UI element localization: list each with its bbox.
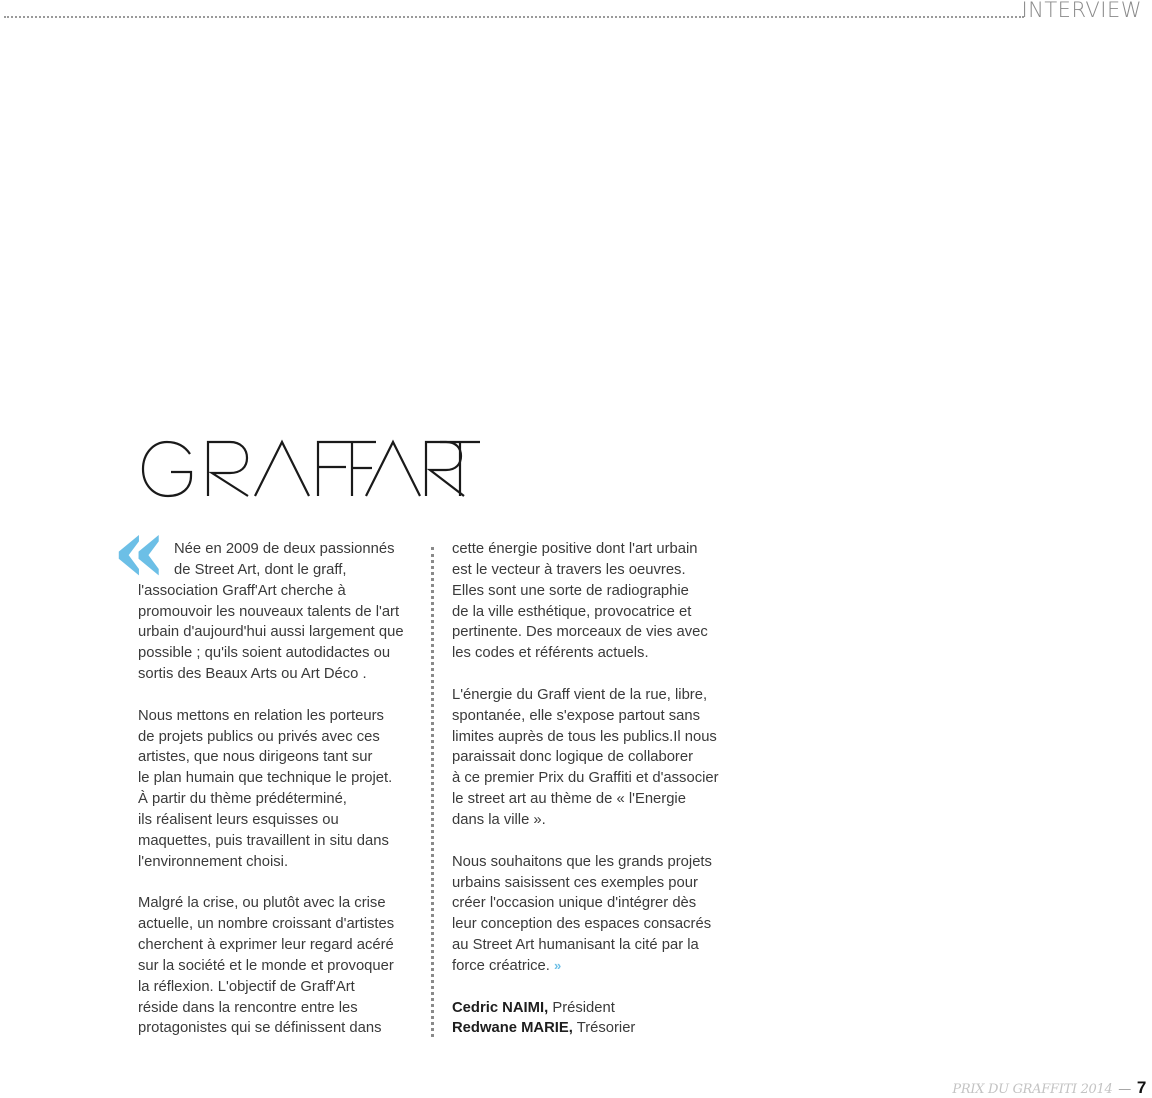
column-dotted-divider (431, 547, 434, 1037)
paragraph (138, 539, 428, 685)
text-line: ils réalisent leurs esquisses ou (138, 811, 339, 828)
text-line: spontanée, elle s'expose partout sans (452, 707, 700, 724)
text-line: Nous souhaitons que les grands projets (452, 853, 712, 870)
text-line: protagonistes qui se définissent dans (138, 1020, 382, 1037)
text-line: la réflexion. L'objectif de Graff'Art (138, 978, 355, 995)
text-line: au Street Art humanisant la cité par la (452, 937, 699, 954)
text-line: pertinente. Des morceaux de vies avec (452, 624, 708, 641)
section-label: INTERVIEW (1021, 0, 1142, 22)
signature-name: Redwane MARIE, (452, 1020, 573, 1037)
signature-block (452, 998, 737, 1040)
page-number: 7 (1136, 1078, 1146, 1097)
text-line: force créatrice. (452, 957, 550, 974)
text-line: le plan humain que technique le projet. (138, 770, 393, 787)
article-right-column (452, 539, 737, 1039)
text-line: l'association Graff'Art cherche à (138, 582, 346, 599)
paragraph (452, 539, 737, 664)
paragraph (452, 685, 737, 831)
text-line: urbain d'aujourd'hui aussi largement que (138, 624, 404, 641)
text-line: urbains saisissent ces exemples pour (452, 874, 698, 891)
text-line: de Street Art, dont le graff, (174, 561, 347, 578)
publication-prefix: PRIX DU (952, 1082, 1013, 1097)
paragraph (138, 706, 428, 873)
article-left-column (138, 539, 428, 1039)
text-line: de la ville esthétique, provocatrice et (452, 603, 692, 620)
text-line: le street art au thème de « l'Energie (452, 791, 686, 808)
text-line: promouvoir les nouveaux talents de l'art (138, 603, 400, 620)
signature-role: Trésorier (576, 1020, 636, 1037)
text-line: dans la ville ». (452, 811, 546, 828)
text-line: de projets publics ou privés avec ces (138, 728, 380, 745)
text-line: est le vecteur à travers les oeuvres. (452, 561, 686, 578)
text-line: Née en 2009 de deux passionnés (174, 541, 395, 557)
text-line: limites auprès de tous les publics.Il nous (452, 728, 717, 745)
signature-role: Président (552, 999, 615, 1016)
text-line: paraissait donc logique de collaborer (452, 749, 694, 766)
text-line: Nous mettons en relation les porteurs (138, 707, 384, 724)
page-footer (952, 1078, 1146, 1098)
publication-name: GRAFFITI 2014 (1012, 1082, 1113, 1097)
signature-name: Cedric NAIMI, (452, 999, 549, 1016)
text-line: les codes et référents actuels. (452, 645, 649, 662)
article-title-logo (140, 432, 480, 504)
text-line: actuelle, un nombre croissant d'artistes (138, 916, 395, 933)
text-line: cette énergie positive dont l'art urbain (452, 541, 698, 557)
text-line: maquettes, puis travaillent in situ dans (138, 832, 389, 849)
opening-quote-mark: « (112, 498, 167, 602)
text-line: sur la société et le monde et provoquer (138, 957, 394, 974)
text-line: Elles sont une sorte de radiographie (452, 582, 689, 599)
footer-separator: — (1118, 1082, 1131, 1097)
paragraph (138, 893, 428, 1039)
text-line: à ce premier Prix du Graffiti et d'associer (452, 770, 719, 787)
text-line: possible ; qu'ils soient autodidactes ou (138, 645, 391, 662)
text-line: L'énergie du Graff vient de la rue, libre, (452, 686, 708, 703)
text-line: créer l'occasion unique d'intégrer dès (452, 895, 697, 912)
text-line: réside dans la rencontre entre les (138, 999, 358, 1016)
text-line: cherchent à exprimer leur regard acéré (138, 937, 394, 954)
header-dotted-rule (4, 16, 1024, 18)
text-line: À partir du thème prédéterminé, (138, 791, 347, 808)
text-line: artistes, que nous dirigeons tant sur (138, 749, 373, 766)
end-of-article-arrows-icon: » (553, 957, 562, 973)
text-line: leur conception des espaces consacrés (452, 916, 712, 933)
text-line: Malgré la crise, ou plutôt avec la crise (138, 895, 386, 912)
text-line: l'environnement choisi. (138, 853, 289, 870)
text-line: sortis des Beaux Arts ou Art Déco . (138, 666, 367, 683)
paragraph (452, 852, 737, 977)
